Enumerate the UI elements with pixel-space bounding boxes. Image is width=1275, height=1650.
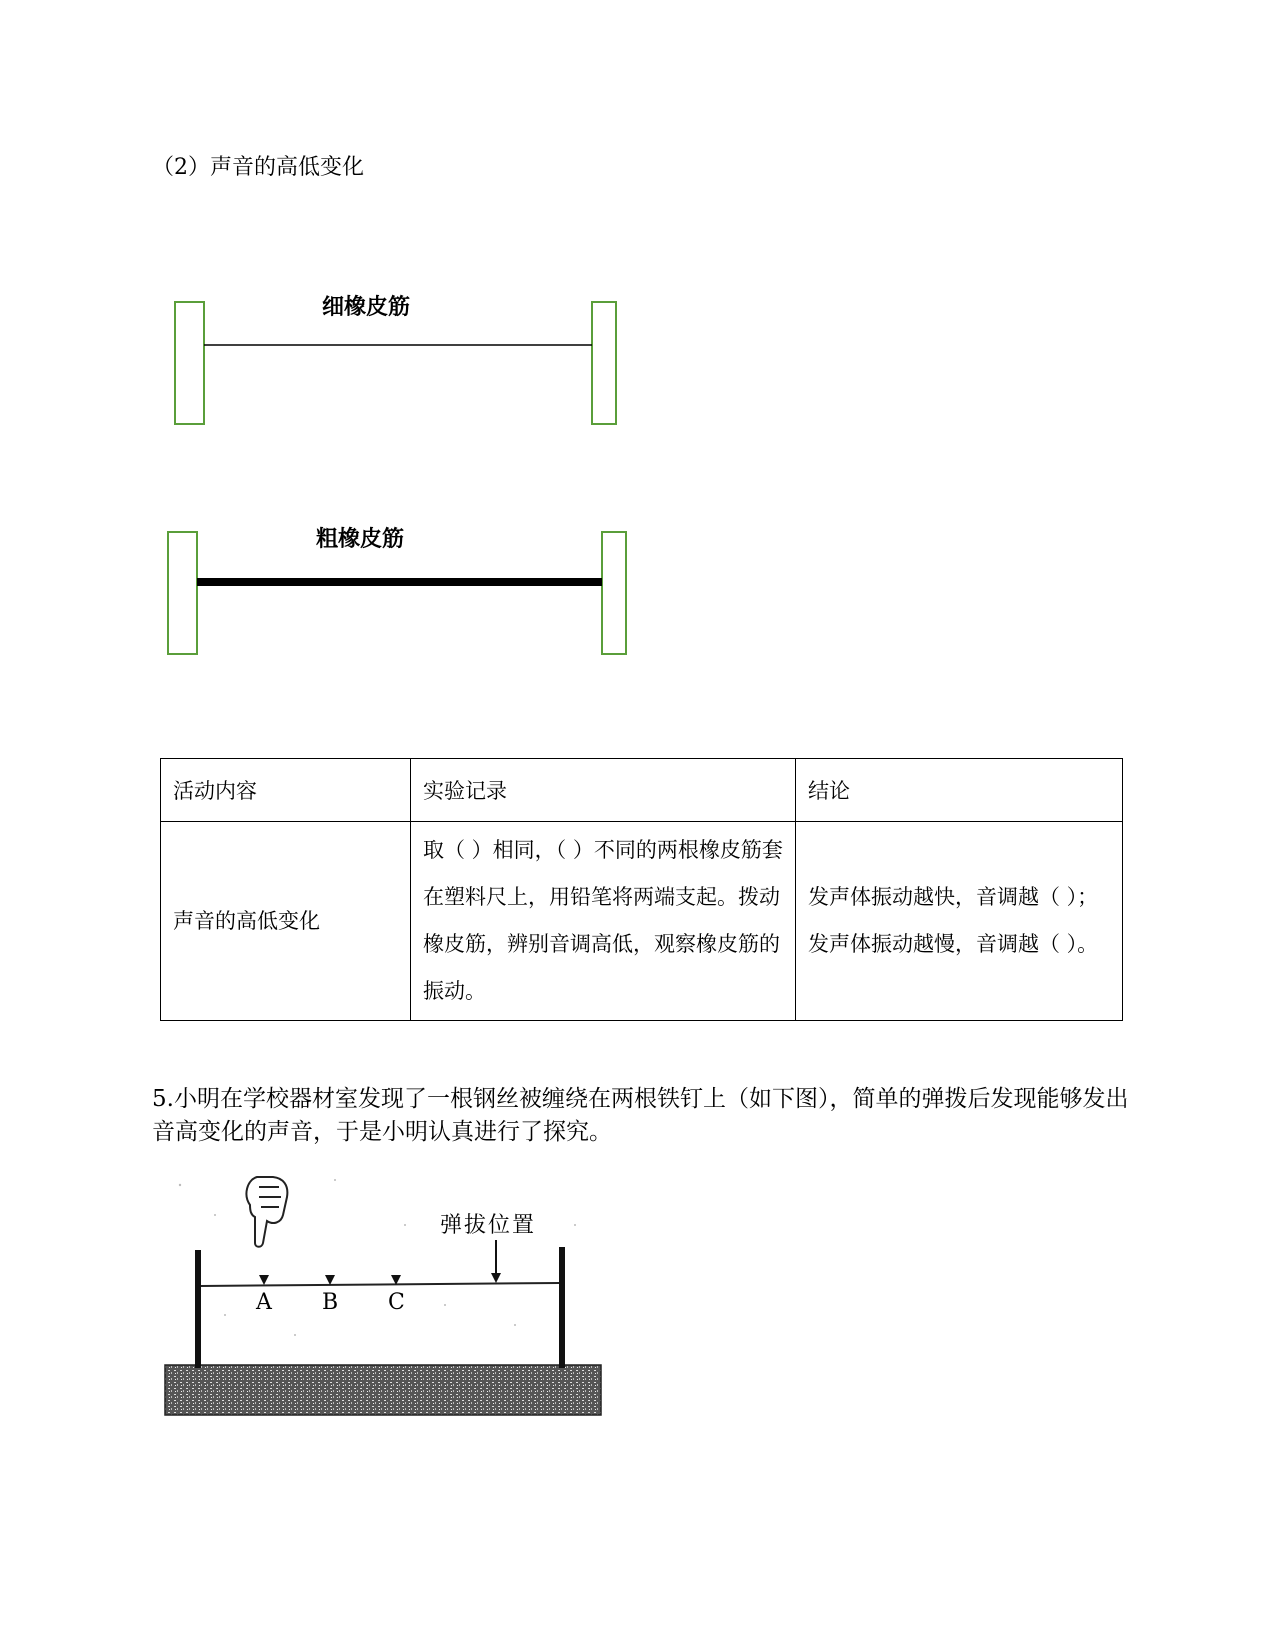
table-row bbox=[161, 822, 1123, 1021]
rubber-band-diagram bbox=[150, 280, 650, 670]
thin-left-post bbox=[175, 302, 204, 424]
section-heading: （2）声音的高低变化 bbox=[152, 155, 364, 180]
pluck-arrow-head bbox=[491, 1273, 501, 1283]
thick-left-post bbox=[168, 532, 197, 654]
header-conclusion: 结论 bbox=[796, 759, 1123, 822]
steel-wire bbox=[201, 1283, 559, 1286]
wooden-base bbox=[165, 1365, 601, 1415]
steel-wire-diagram bbox=[155, 1165, 615, 1435]
marker-b-arrow bbox=[325, 1275, 335, 1285]
header-record: 实验记录 bbox=[411, 759, 796, 822]
thin-band-label: 细橡皮筋 bbox=[322, 295, 411, 320]
pointing-hand-icon bbox=[246, 1177, 287, 1247]
header-activity: 活动内容 bbox=[161, 759, 411, 822]
thin-right-post bbox=[592, 302, 616, 424]
experiment-table bbox=[160, 758, 1123, 1021]
right-nail bbox=[559, 1247, 565, 1368]
point-a-label: A bbox=[256, 1290, 272, 1315]
point-c-label: C bbox=[388, 1290, 405, 1315]
background-dots bbox=[179, 1179, 576, 1336]
cell-conclusion: 发声体振动越快，音调越（ ）；发声体振动越慢，音调越（ ）。 bbox=[796, 822, 1123, 1021]
thick-right-post bbox=[602, 532, 626, 654]
pluck-position-label: 弹拔位置 bbox=[440, 1213, 537, 1238]
table-header-row bbox=[161, 759, 1123, 822]
marker-a-arrow bbox=[259, 1275, 269, 1285]
cell-activity: 声音的高低变化 bbox=[161, 822, 411, 1021]
thick-band-label: 粗橡皮筋 bbox=[316, 527, 405, 552]
question-5-text: 5.小明在学校器材室发现了一根钢丝被缠绕在两根铁钉上（如下图），简单的弹拨后发现能够发出音高变化的声音，于是小明认真进行了探究。 bbox=[152, 1086, 1129, 1145]
left-nail bbox=[195, 1250, 201, 1368]
point-b-label: B bbox=[322, 1290, 339, 1315]
cell-record: 取（ ）相同，（ ）不同的两根橡皮筋套在塑料尺上，用铅笔将两端支起。拨动橡皮筋，辨别音调高低，观察橡皮筋的振动。 bbox=[411, 822, 796, 1021]
